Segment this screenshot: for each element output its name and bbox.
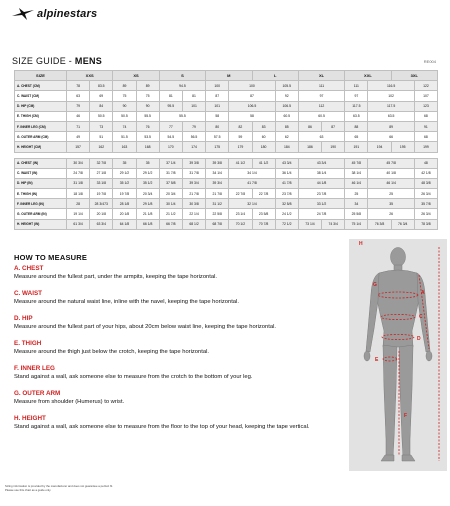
measure-cell: 74 bbox=[113, 121, 136, 131]
measure-row-label: H. HEIGHT (CM) bbox=[15, 142, 67, 152]
measure-cell: 58 bbox=[206, 111, 229, 121]
measure-cell: 163 bbox=[113, 142, 136, 152]
mannequin-illustration bbox=[349, 239, 447, 471]
measure-cell: 26 bbox=[368, 209, 414, 219]
measure-cell: 61 3/4 bbox=[67, 219, 90, 229]
measure-cell: 68 bbox=[414, 132, 437, 142]
measure-cell: 44 1/8 bbox=[298, 178, 344, 188]
measure-cell: 87 bbox=[206, 91, 229, 101]
measure-cell: 112 bbox=[298, 101, 344, 111]
measure-cell: 186 bbox=[298, 142, 321, 152]
measure-cell: 45 7/8 bbox=[345, 158, 368, 168]
measure-cell: 70 7/8 bbox=[252, 219, 275, 229]
size-header-label: SIZE bbox=[15, 71, 67, 81]
measure-cell: 117.5 bbox=[368, 101, 414, 111]
measure-cell: 30 3/8 bbox=[182, 199, 205, 209]
measure-cell: 168 bbox=[136, 142, 159, 152]
measure-cell: 63.5 bbox=[345, 111, 368, 121]
measure-cell: 29 1/8 bbox=[136, 199, 159, 209]
measure-cell: 90 bbox=[113, 101, 136, 111]
measure-cell: 78 bbox=[67, 81, 90, 91]
measure-cell: 72 1/2 bbox=[275, 219, 298, 229]
measure-cell: 79 bbox=[67, 101, 90, 111]
measure-cell: 123 bbox=[414, 101, 437, 111]
measure-item-text: Measure around the fullest part of your hips, about 20cm below waist line, keeping the tape horizontal. bbox=[14, 324, 276, 330]
measure-cell: 20 3/4 bbox=[136, 189, 159, 199]
measure-cell: 41 1/2 bbox=[252, 158, 275, 168]
figure-label-c: C bbox=[419, 314, 423, 320]
size-header-cell: M bbox=[206, 71, 252, 81]
measure-cell: 37 1/4 bbox=[159, 158, 182, 168]
how-to-measure-heading: HOW TO MEASURE bbox=[14, 253, 88, 262]
measure-cell: 157 bbox=[67, 142, 90, 152]
measure-item-text: Measure around the natural waist line, inline with the navel, keeping the tape horizontal. bbox=[14, 299, 239, 305]
measure-cell: 91 bbox=[414, 121, 437, 131]
size-header-cell: XS bbox=[113, 71, 159, 81]
measure-cell: 102 bbox=[368, 91, 414, 101]
measure-item-text: Measure from shoulder (Humerus) to wrist. bbox=[14, 399, 125, 405]
measure-cell: 116.5 bbox=[368, 81, 414, 91]
measure-cell: 49 bbox=[67, 132, 90, 142]
measure-cell: 71 bbox=[67, 121, 90, 131]
measure-cell: 106.5 bbox=[229, 101, 275, 111]
measure-cell: 51 bbox=[90, 132, 113, 142]
measure-cell: 29 1/2 bbox=[136, 168, 159, 178]
measure-cell: 27 1/8 bbox=[90, 168, 113, 178]
measure-item-heading: F. INNER LEG bbox=[14, 365, 55, 372]
measure-cell: 73 1/4 bbox=[298, 219, 321, 229]
measure-cell: 26 3/4 bbox=[414, 209, 437, 219]
measure-cell: 23 1/4 bbox=[229, 209, 252, 219]
size-header-row bbox=[15, 71, 438, 81]
measure-cell: 24 7/8 bbox=[298, 209, 344, 219]
measure-cell: 28 1/8 bbox=[113, 199, 136, 209]
measure-cell: 30 3/4 bbox=[67, 158, 90, 168]
measure-cell: 58 bbox=[229, 111, 275, 121]
figure-label-e: E bbox=[375, 357, 379, 363]
measure-cell: 174 bbox=[182, 142, 205, 152]
measure-cell: 22 7/8 bbox=[252, 189, 275, 199]
measure-cell: 45 7/8 bbox=[368, 158, 414, 168]
measure-item-text: Measure around the fullest part, under the armpits, keeping the tape horizontal. bbox=[14, 274, 218, 280]
measure-cell: 70 1/2 bbox=[229, 219, 252, 229]
measure-row bbox=[15, 189, 438, 199]
measure-cell: 24 1/2 bbox=[275, 209, 298, 219]
measure-cell: 85 bbox=[275, 121, 298, 131]
measure-cell: 87 bbox=[229, 91, 275, 101]
size-header-cell: XXS bbox=[67, 71, 113, 81]
measure-cell: 41 7/8 bbox=[275, 178, 298, 188]
measure-cell: 97 bbox=[298, 91, 344, 101]
measure-cell: 92 bbox=[275, 91, 298, 101]
measure-cell: 46 1/4 bbox=[368, 178, 414, 188]
measure-cell: 41 1/2 bbox=[229, 158, 252, 168]
measure-cell: 29 1/2 bbox=[113, 168, 136, 178]
measure-item bbox=[14, 390, 334, 406]
measure-row-label: E. THIGH (CM) bbox=[15, 111, 67, 121]
measure-cell: 107 bbox=[414, 91, 437, 101]
measure-cell: 179 bbox=[229, 142, 252, 152]
measure-cell: 60.5 bbox=[298, 111, 344, 121]
measure-cell: 32 7/8 bbox=[90, 158, 113, 168]
size-header-cell: L bbox=[252, 71, 298, 81]
measure-row-label: A. CHEST (IN) bbox=[15, 158, 67, 168]
measure-cell: 180 bbox=[252, 142, 275, 152]
measure-cell: 63 bbox=[298, 132, 344, 142]
footnote-line-1: Sizing information is provided by the manufacturer and does not guarantee a perfect fit. bbox=[5, 484, 113, 488]
measure-cell: 66 1/8 bbox=[136, 219, 159, 229]
measure-cell: 195 bbox=[391, 142, 414, 152]
measure-cell: 23 5/8 bbox=[252, 209, 275, 219]
measure-cell: 22 7/8 bbox=[229, 189, 252, 199]
body-measure-figure bbox=[349, 239, 447, 471]
figure-label-g: G bbox=[373, 282, 377, 288]
measure-cell: 38 1/4 bbox=[298, 168, 344, 178]
measure-cell: 22 1/4 bbox=[182, 209, 205, 219]
measure-cell: 77 bbox=[159, 121, 182, 131]
measure-row bbox=[15, 199, 438, 209]
measure-cell: 88 bbox=[345, 121, 368, 131]
footnote bbox=[5, 484, 113, 492]
measure-cell: 35 bbox=[113, 158, 136, 168]
measure-item bbox=[14, 315, 334, 331]
measure-item-text: Stand against a wall, ask someone else to measure from the crotch to the bottom of your leg. bbox=[14, 374, 253, 380]
measure-cell: 100 bbox=[206, 81, 229, 91]
measure-cell: 184 bbox=[275, 142, 298, 152]
measure-cell: 39 3/4 bbox=[206, 178, 229, 188]
measure-cell: 41 7/8 bbox=[229, 178, 275, 188]
measure-cell: 37 5/8 bbox=[159, 178, 182, 188]
measure-row bbox=[15, 81, 438, 91]
measure-row bbox=[15, 168, 438, 178]
measure-cell: 43 3/4 bbox=[298, 158, 344, 168]
measure-cell: 35 7/8 bbox=[414, 199, 437, 209]
measure-row-label: D. HIP (CM) bbox=[15, 101, 67, 111]
measure-row-label: G. OUTER ARM (CM) bbox=[15, 132, 67, 142]
measure-cell: 25 bbox=[368, 189, 414, 199]
measure-cell: 34 bbox=[345, 199, 368, 209]
size-header-cell: XXL bbox=[345, 71, 391, 81]
measure-item-text: Stand against a wall, ask someone else to measure from the floor to the top of your head, keeping the tape vertical. bbox=[14, 424, 310, 430]
alpinestars-star-icon bbox=[12, 8, 34, 20]
footnote-line-2: Please use this chart as a guide only. bbox=[5, 488, 52, 493]
measure-cell: 19 7/8 bbox=[113, 189, 136, 199]
measure-cell: 20 1/8 bbox=[113, 209, 136, 219]
page-title: SIZE GUIDE - MENS bbox=[12, 56, 103, 66]
measure-cell: 42 1/8 bbox=[414, 168, 437, 178]
measure-cell: 80 bbox=[206, 121, 229, 131]
measure-cell: 89 bbox=[368, 121, 414, 131]
measure-cell: 35 bbox=[368, 199, 414, 209]
measure-cell: 111 bbox=[298, 81, 344, 91]
measure-cell: 122 bbox=[414, 81, 437, 91]
measure-row-label: F. INNER LEG (IN) bbox=[15, 199, 67, 209]
measure-cell: 63 bbox=[67, 91, 90, 101]
measure-cell: 66 7/8 bbox=[159, 219, 182, 229]
measure-cell: 48 3/8 bbox=[414, 178, 437, 188]
measure-cell: 75 bbox=[136, 91, 159, 101]
measure-cell: 65 bbox=[345, 132, 368, 142]
brand-name: alpinestars bbox=[37, 8, 98, 20]
measure-cell: 75 1/4 bbox=[345, 219, 368, 229]
measure-cell: 20 3/4 bbox=[159, 189, 182, 199]
measure-cell: 62 bbox=[275, 132, 298, 142]
measure-cell: 53.5 bbox=[136, 132, 159, 142]
measure-row bbox=[15, 142, 438, 152]
measure-row bbox=[15, 121, 438, 131]
measure-cell: 68 7/8 bbox=[206, 219, 229, 229]
measure-item-heading: A. CHEST bbox=[14, 265, 44, 272]
measure-cell: 73 bbox=[90, 121, 113, 131]
measure-row-label: E. THIGH (IN) bbox=[15, 189, 67, 199]
measure-cell: 40 1/8 bbox=[368, 168, 414, 178]
size-header-cell: XL bbox=[298, 71, 344, 81]
measure-row-label: H. HEIGHT (IN) bbox=[15, 219, 67, 229]
measure-cell: 83 bbox=[252, 121, 275, 131]
measure-cell: 19 7/8 bbox=[90, 189, 113, 199]
measure-cell: 76 3/8 bbox=[368, 219, 391, 229]
measure-cell: 35 1/2 bbox=[136, 178, 159, 188]
measure-cell: 43 3/4 bbox=[275, 158, 298, 168]
measure-cell: 23 7/8 bbox=[275, 189, 298, 199]
measure-cell: 35 1/2 bbox=[113, 178, 136, 188]
measure-cell: 38 1/4 bbox=[345, 168, 368, 178]
measure-cell: 90 bbox=[136, 101, 159, 111]
measure-row bbox=[15, 91, 438, 101]
measure-row-label: D. HIP (IN) bbox=[15, 178, 67, 188]
measure-cell: 89 bbox=[136, 81, 159, 91]
measure-row-label: C. WAIST (CM) bbox=[15, 91, 67, 101]
measure-row bbox=[15, 209, 438, 219]
size-header-cell: 3XL bbox=[391, 71, 437, 81]
measure-cell: 23 7/8 bbox=[298, 189, 344, 199]
measure-cell: 74 3/4 bbox=[322, 219, 345, 229]
measure-cell: 101 bbox=[182, 101, 205, 111]
measure-cell: 60 bbox=[252, 132, 275, 142]
figure-label-f: F bbox=[404, 413, 408, 419]
measure-cell: 36 1/4 bbox=[275, 168, 298, 178]
measure-cell: 97 bbox=[345, 91, 368, 101]
measure-cell: 75 bbox=[113, 91, 136, 101]
measure-cell: 81 bbox=[182, 91, 205, 101]
measure-cell: 57.5 bbox=[206, 132, 229, 142]
measure-cell: 32 5/8 bbox=[275, 199, 298, 209]
measure-cell: 83.5 bbox=[90, 81, 113, 91]
measure-cell: 175 bbox=[206, 142, 229, 152]
measure-cell: 68 1/2 bbox=[182, 219, 205, 229]
figure-label-d: D bbox=[417, 336, 421, 342]
measure-cell: 194 bbox=[368, 142, 391, 152]
measure-cell: 32 1/4 bbox=[229, 199, 275, 209]
measure-row bbox=[15, 111, 438, 121]
figure-label-h: H bbox=[359, 241, 363, 247]
measure-cell: 106.5 bbox=[275, 101, 298, 111]
measure-cell: 21 1/8 bbox=[136, 209, 159, 219]
measure-cell: 24 7/8 bbox=[67, 168, 90, 178]
measure-cell: 79 bbox=[182, 121, 205, 131]
measure-cell: 170 bbox=[159, 142, 182, 152]
measure-cell: 86 bbox=[298, 121, 321, 131]
measure-cell: 25 5/8 bbox=[345, 209, 368, 219]
measure-row bbox=[15, 158, 438, 168]
measure-item-heading: C. WAIST bbox=[14, 290, 42, 297]
measure-cell: 54.5 bbox=[159, 132, 182, 142]
measure-cell: 63 3/4 bbox=[90, 219, 113, 229]
measure-cell: 66 bbox=[368, 132, 414, 142]
measure-cell: 19 1/4 bbox=[67, 209, 90, 219]
measure-row bbox=[15, 101, 438, 111]
measure-cell: 60.5 bbox=[275, 111, 298, 121]
reference-code: RE004 bbox=[423, 59, 436, 64]
measure-cell: 87 bbox=[322, 121, 345, 131]
measure-cell: 69 bbox=[90, 91, 113, 101]
measure-row-label: C. WAIST (IN) bbox=[15, 168, 67, 178]
measure-cell: 26 3/4 bbox=[414, 189, 437, 199]
measure-row-label: F. INNER LEG (CM) bbox=[15, 121, 67, 131]
size-table bbox=[14, 70, 438, 230]
measure-cell: 39 3/8 bbox=[182, 158, 205, 168]
measure-cell: 51.5 bbox=[113, 132, 136, 142]
measure-cell: 190 bbox=[322, 142, 345, 152]
measure-row bbox=[15, 219, 438, 229]
measure-cell: 78 3/8 bbox=[414, 219, 437, 229]
measure-cell: 20 1/8 bbox=[90, 209, 113, 219]
measure-cell: 63.5 bbox=[368, 111, 414, 121]
measure-cell: 84 bbox=[90, 101, 113, 111]
measure-cell: 34 1/4 bbox=[206, 168, 229, 178]
measure-row bbox=[15, 178, 438, 188]
measure-cell: 34 1/4 bbox=[229, 168, 275, 178]
measure-item bbox=[14, 340, 334, 356]
measure-item-text: Measure around the thigh just below the crotch, keeping the tape horizontal. bbox=[14, 349, 209, 355]
measure-cell: 101 bbox=[206, 101, 229, 111]
measure-item bbox=[14, 265, 334, 281]
measure-cell: 64 1/8 bbox=[113, 219, 136, 229]
measure-cell: 48 bbox=[414, 158, 437, 168]
brand-logo bbox=[12, 8, 97, 20]
measure-cell: 76 3/4 bbox=[391, 219, 414, 229]
measure-cell: 31 7/8 bbox=[159, 168, 182, 178]
measure-item-heading: E. THIGH bbox=[14, 340, 42, 347]
measure-cell: 21 7/8 bbox=[206, 189, 229, 199]
measure-cell: 18 1/8 bbox=[67, 189, 90, 199]
measure-cell: 89 bbox=[113, 81, 136, 91]
measure-cell: 105.5 bbox=[275, 81, 298, 91]
measure-item-heading: H. HEIGHT bbox=[14, 415, 46, 422]
measure-cell: 199 bbox=[414, 142, 437, 152]
measure-cell: 21 1/2 bbox=[159, 209, 182, 219]
measure-cell: 30 1/4 bbox=[159, 199, 182, 209]
measure-cell: 68 bbox=[414, 111, 437, 121]
measure-item-heading: G. OUTER ARM bbox=[14, 390, 61, 397]
measure-cell: 28 3/473 bbox=[90, 199, 113, 209]
measure-cell: 94.5 bbox=[159, 81, 205, 91]
measure-cell: 76 bbox=[136, 121, 159, 131]
measure-cell: 50.5 bbox=[90, 111, 113, 121]
measure-row-label: A. CHEST (CM) bbox=[15, 81, 67, 91]
measure-cell: 82 bbox=[229, 121, 252, 131]
measure-cell: 39 3/4 bbox=[182, 178, 205, 188]
measure-item bbox=[14, 415, 334, 431]
measure-cell: 28 bbox=[67, 199, 90, 209]
measure-cell: 162 bbox=[90, 142, 113, 152]
measure-cell: 111 bbox=[345, 81, 368, 91]
measure-cell: 191 bbox=[345, 142, 368, 152]
measure-cell: 81 bbox=[159, 91, 182, 101]
measure-cell: 31 1/8 bbox=[67, 178, 90, 188]
measure-cell: 31 7/8 bbox=[182, 168, 205, 178]
measure-cell: 100 bbox=[229, 81, 275, 91]
size-header-cell: S bbox=[159, 71, 205, 81]
measure-cell: 39 3/8 bbox=[206, 158, 229, 168]
measure-cell: 33 1/2 bbox=[298, 199, 344, 209]
measure-cell: 21 7/8 bbox=[182, 189, 205, 199]
measure-cell: 56.5 bbox=[182, 132, 205, 142]
measure-cell: 117.5 bbox=[345, 101, 368, 111]
measure-item-heading: D. HIP bbox=[14, 315, 33, 322]
measure-cell: 22 5/8 bbox=[206, 209, 229, 219]
measure-row-label: G. OUTER ARM (IN) bbox=[15, 209, 67, 219]
measure-cell: 46 1/4 bbox=[345, 178, 368, 188]
measure-cell: 31 1/2 bbox=[206, 199, 229, 209]
measure-cell: 46 bbox=[67, 111, 90, 121]
measure-cell: 55.5 bbox=[159, 111, 205, 121]
measure-cell: 35 bbox=[136, 158, 159, 168]
measure-cell: 50.5 bbox=[113, 111, 136, 121]
measure-item bbox=[14, 365, 334, 381]
measure-cell: 95.5 bbox=[159, 101, 182, 111]
measure-cell: 33 1/8 bbox=[90, 178, 113, 188]
measure-cell: 25 bbox=[345, 189, 368, 199]
measure-row bbox=[15, 132, 438, 142]
figure-label-a: A bbox=[421, 290, 425, 296]
measure-cell: 59 bbox=[229, 132, 252, 142]
measure-cell: 55.5 bbox=[136, 111, 159, 121]
measure-item bbox=[14, 290, 334, 306]
